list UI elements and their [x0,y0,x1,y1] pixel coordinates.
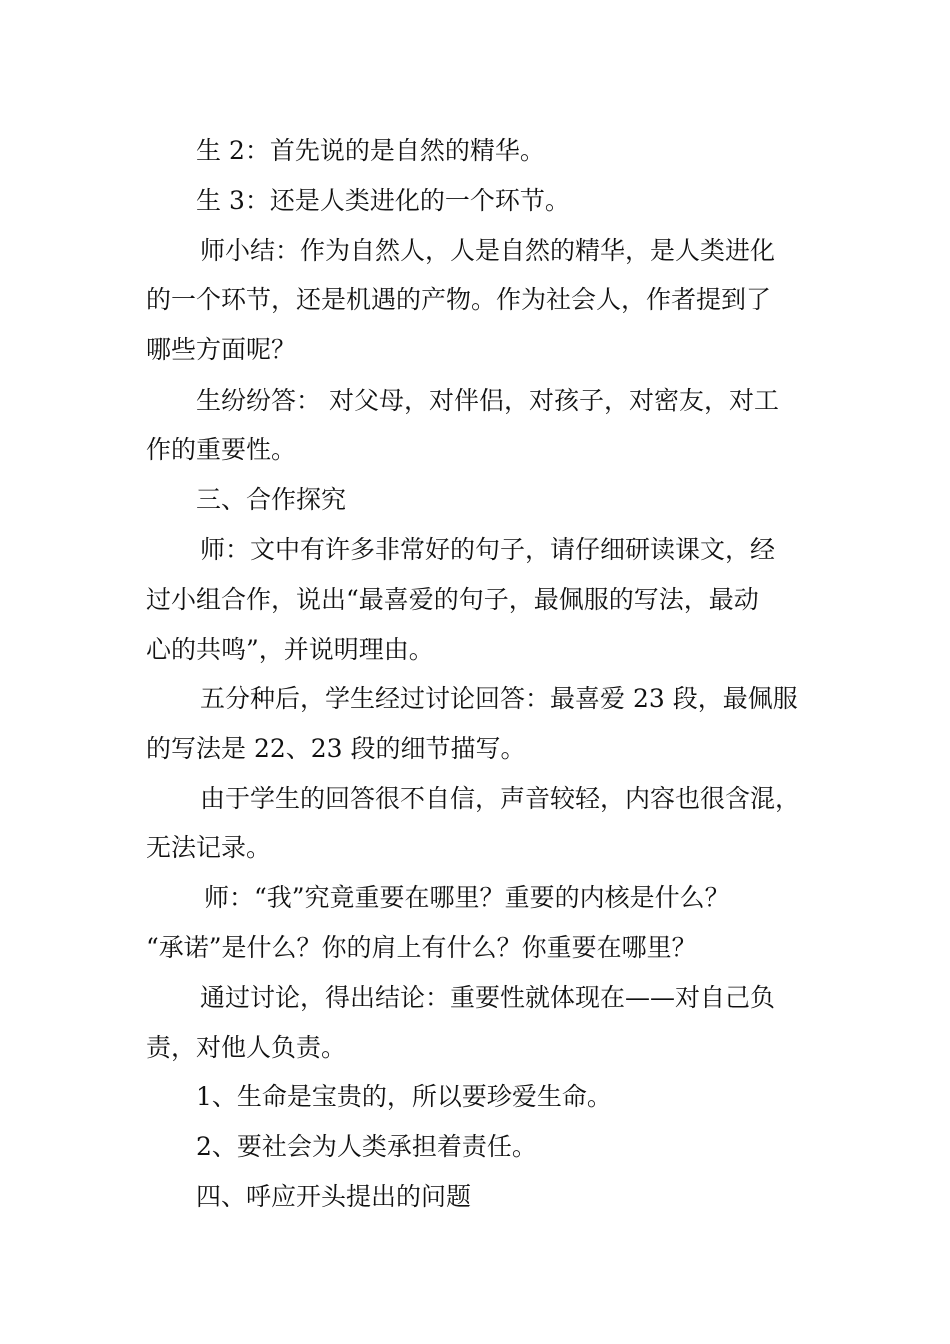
text-line: 由于学生的回答很不自信，声音较轻，内容也很含混， [200,784,801,813]
text-line: 生 2：首先说的是自然的精华。 [196,136,545,165]
text-line: 的写法是 22、23 段的细节描写。 [146,734,526,763]
text-line: 通过讨论，得出结论：重要性就体现在——对自己负 [200,983,776,1012]
text-line: 五分种后，学生经过讨论回答：最喜爱 23 段，最佩服 [200,684,798,713]
text-line: 生纷纷答： 对父母，对伴侣，对孩子，对密友，对工 [196,386,779,415]
text-line: 心的共鸣”，并说明理由。 [146,635,434,664]
text-line: 责，对他人负责。 [146,1033,347,1062]
text-line: 生 3：还是人类进化的一个环节。 [196,186,570,215]
text-line: 师小结：作为自然人，人是自然的精华，是人类进化 [200,236,776,265]
text-line: 师：“我”究竟重要在哪里？重要的内核是什么？ [204,883,730,912]
text-line: 哪些方面呢？ [146,335,297,364]
text-line: 的一个环节，还是机遇的产物。作为社会人，作者提到了 [146,285,772,314]
text-line: 师：文中有许多非常好的句子，请仔细研读课文，经 [200,535,776,564]
list-item: 2、要社会为人类承担着责任。 [196,1132,537,1161]
section-heading: 四、呼应开头提出的问题 [196,1182,472,1211]
list-item: 1、生命是宝贵的，所以要珍爱生命。 [196,1082,612,1111]
text-line: 过小组合作，说出“最喜爱的句子，最佩服的写法，最动 [146,585,759,614]
text-line: 无法记录。 [146,833,272,862]
text-line: 作的重要性。 [146,435,297,464]
text-line: “承诺”是什么？你的肩上有什么？你重要在哪里？ [146,933,697,962]
section-heading: 三、合作探究 [196,485,347,514]
